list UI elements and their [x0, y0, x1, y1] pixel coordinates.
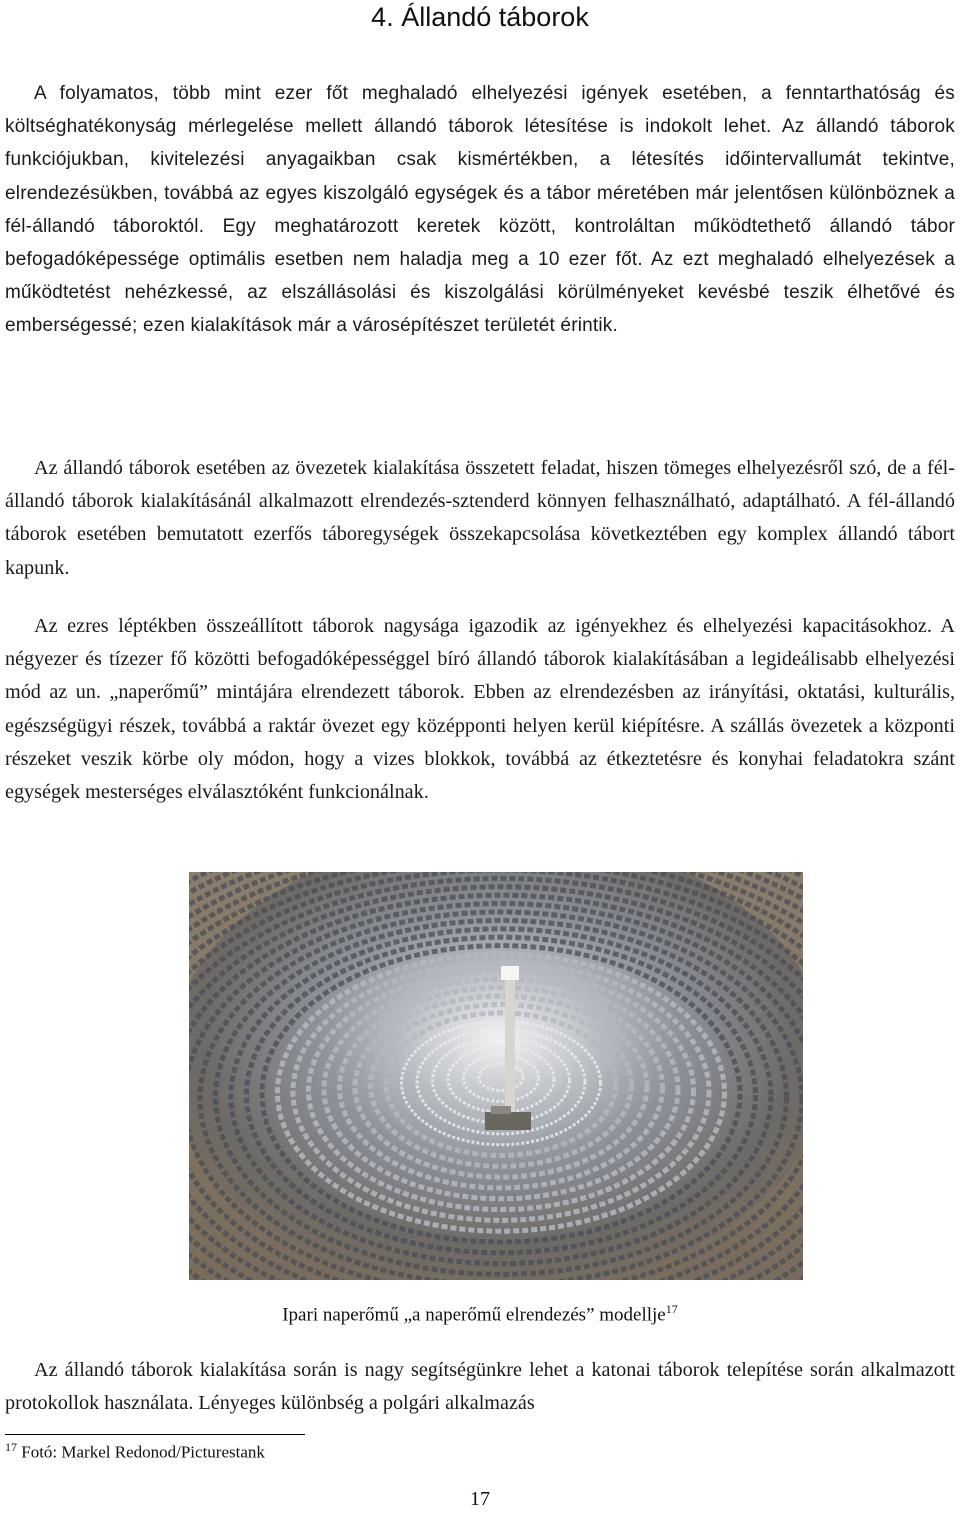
paragraph-4: Az állandó táborok kialakítása során is nagy segítségünkre lehet a katonai táborok telepítése során alkalmazott protokollok használata. Lényeges különbség a polgári alkalmazás: [5, 1359, 955, 1415]
section-heading: 4. Állandó táborok: [371, 2, 589, 32]
solar-plant-photo: [189, 872, 803, 1280]
footnote-text: Fotó: Markel Redonod/Picturestank: [17, 1442, 265, 1462]
footnote-number: 17: [5, 1440, 17, 1454]
figure-caption: [0, 1302, 960, 1326]
paragraph-1: A folyamatos, több mint ezer főt meghaladó elhelyezési igények esetében, a fenntarthatóság és költséghatékonyság mérlegelése mellett állandó táborok létesítése is indokolt lehet. Az állandó táborok funkciójukban, kivitelezési anyagaikban csak kismértékben, a létesítés időintervallumát tekintve, elrendezésükben, továbbá az egyes kiszolgáló egységek és a tábor méretében már jelentősen különböznek a fél-állandó táboroktól. Egy meghatározott keretek között, kontroláltan működtethető állandó tábor befogadóképessége optimális esetben nem haladja meg a 10 ezer főt. Az ezt meghaladó elhelyezések a működtetést nehézkessé, az elszállásolási és kiszolgálási körülményeket kevésbé teszik élhetővé és emberségessé; ezen kialakítások már a városépítészet területét érintik.: [5, 83, 955, 337]
page-number: 17: [470, 1488, 490, 1510]
caption-footnote-ref: 17: [665, 1302, 678, 1316]
paragraph-2: Az állandó táborok esetében az övezetek kialakítása összetett feladat, hiszen tömeges elhelyezésről szó, de a fél-állandó táborok kialakításánál alkalmazott elrendezés-sztenderd könnyen felhasználható, adaptálható. A fél-állandó táborok esetében bemutatott ezerfős táboregységek összekapcsolása következtében egy komplex állandó tábort kapunk.: [5, 457, 955, 579]
footnote-divider: [5, 1434, 305, 1435]
paragraph-3: Az ezres léptékben összeállított táborok nagysága igazodik az igényekhez és elhelyezési kapacitásokhoz. A négyezer és tízezer fő közötti befogadóképességgel bíró állandó táborok kialakításában a legideálisabb elhelyezési mód az un. „naperőmű” mintájára elrendezett táborok. Ebben az elrendezésben az irányítási, oktatási, kulturális, egészségügyi részek, továbbá a raktár övezet egy középponti helyen kerül kiépítésre. A szállás övezetek a központi részeket veszik körbe oly módon, hogy a vizes blokkok, továbbá az étkeztetésre és konyhai feladatokra szánt egységek mesterséges elválasztóként funkcionálnak.: [5, 615, 955, 804]
footnote: [5, 1440, 265, 1463]
caption-text: Ipari naperőmű „a naperőmű elrendezés” modellje: [282, 1304, 666, 1326]
